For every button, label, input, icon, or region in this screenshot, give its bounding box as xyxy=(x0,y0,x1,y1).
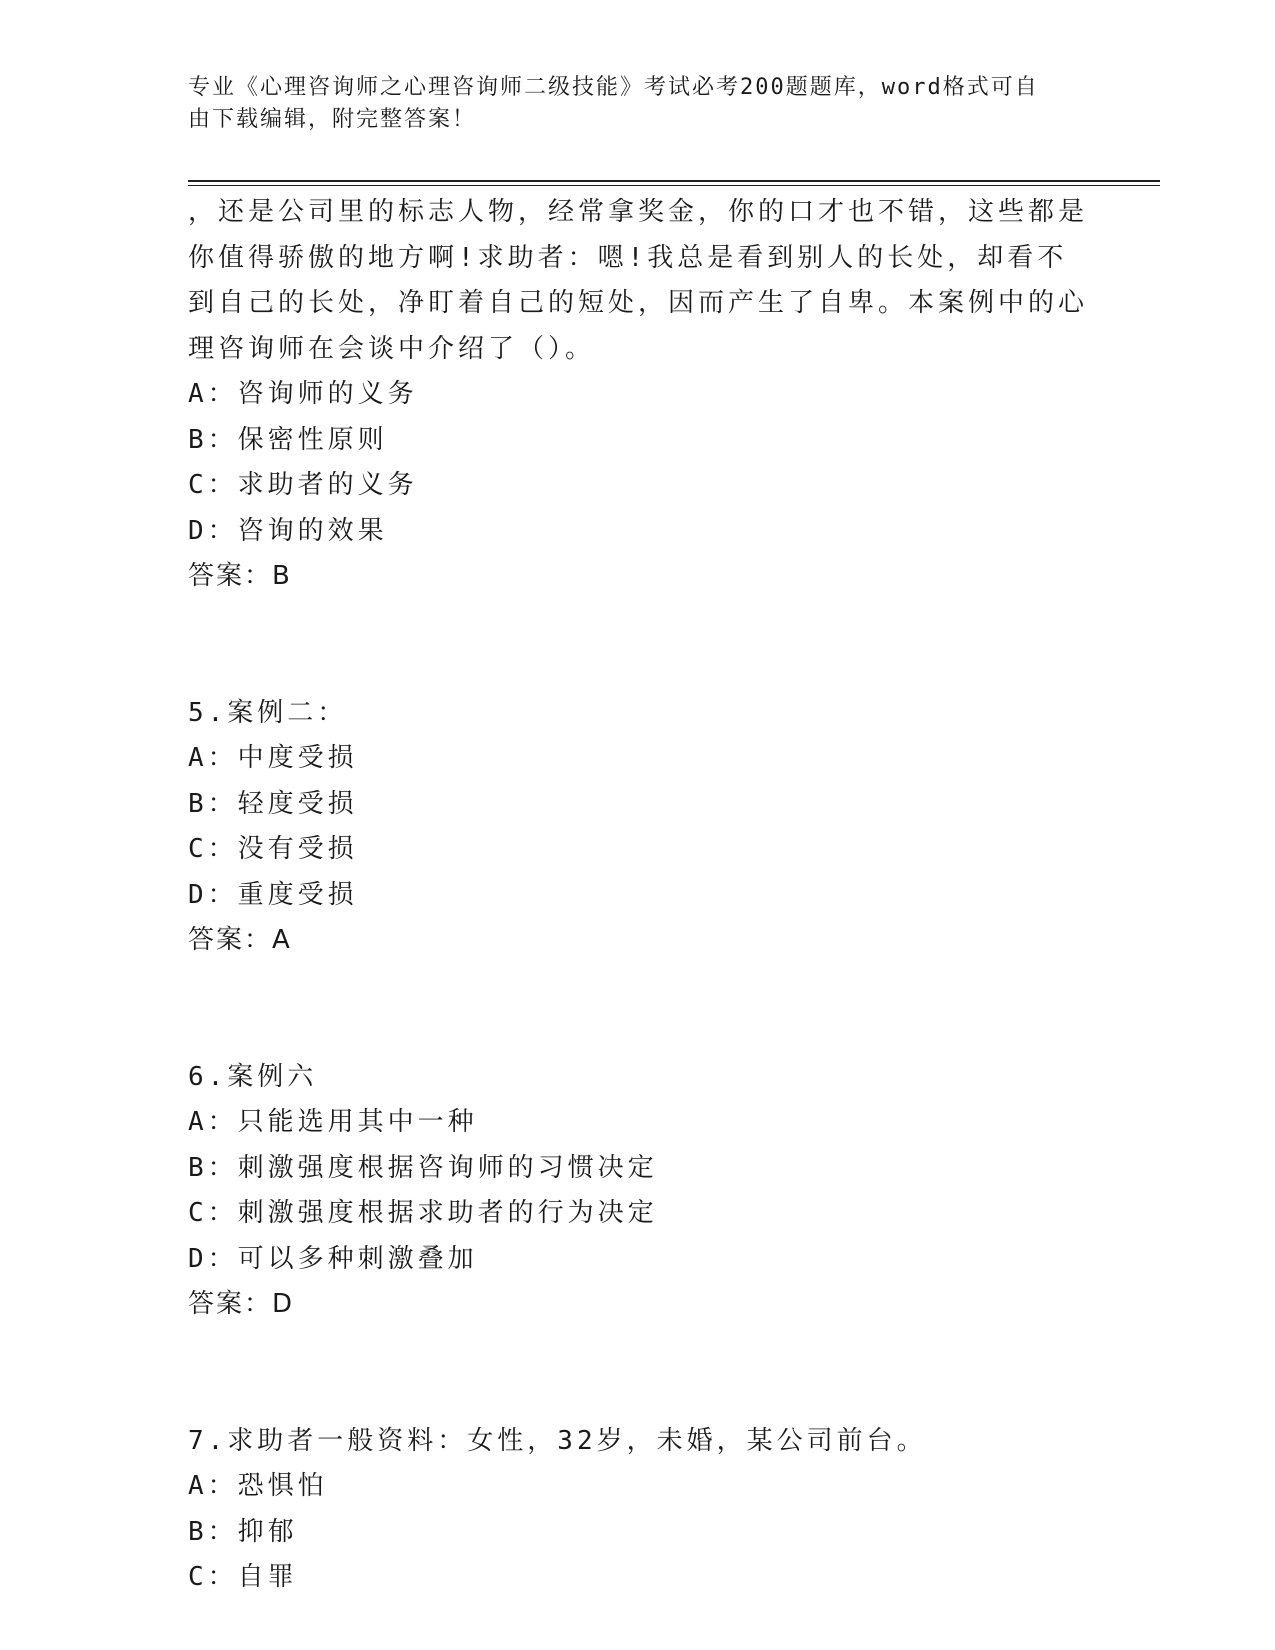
question-6-title: 6.案例六 xyxy=(188,1061,318,1092)
question-5-option-c: C：没有受损 xyxy=(188,834,358,864)
spacer xyxy=(188,600,1088,691)
question-5-option-d: D：重度受损 xyxy=(188,879,358,910)
question-5-answer: 答案：A xyxy=(188,925,292,955)
question-7 xyxy=(188,1419,1088,1601)
question-4-option-c: C：求助者的义务 xyxy=(188,470,418,500)
document-body xyxy=(188,190,1088,1601)
question-7-option-b: B：抑郁 xyxy=(188,1516,298,1547)
question-5-option-b: B：轻度受损 xyxy=(188,788,358,819)
question-6 xyxy=(188,1055,1088,1328)
question-6-option-a: A：只能选用其中一种 xyxy=(188,1107,478,1137)
question-6-option-c: C：刺激强度根据求助者的行为决定 xyxy=(188,1198,658,1228)
spacer xyxy=(188,964,1088,1055)
question-6-option-d: D：可以多种刺激叠加 xyxy=(188,1243,478,1274)
question-6-answer: 答案：D xyxy=(188,1289,295,1319)
question-5-option-a: A：中度受损 xyxy=(188,743,358,773)
document-header xyxy=(188,72,1068,136)
question-5 xyxy=(188,691,1088,964)
question-5-title: 5.案例二： xyxy=(188,697,348,728)
question-7-option-c: C：自罪 xyxy=(188,1562,298,1592)
question-4-stem: ，还是公司里的标志人物，经常拿奖金，你的口才也不错，这些都是你值得骄傲的地方啊!求助者：嗯!我总是看到别人的长处，却看不到自己的长处，净盯着自己的短处，因而产生了自卑。本案例中的心理咨询师在会谈中介绍了（）。 xyxy=(188,197,1089,364)
header-line-1: 专业《心理咨询师之心理咨询师二级技能》考试必考200题题库，word格式可自 xyxy=(188,75,1039,100)
question-7-title: 7.求助者一般资料：女性，32岁，未婚，某公司前台。 xyxy=(188,1425,927,1456)
header-rule-thick xyxy=(188,180,1160,182)
question-4 xyxy=(188,190,1088,600)
question-7-option-a: A：恐惧怕 xyxy=(188,1471,328,1501)
question-4-answer: 答案：B xyxy=(188,561,292,591)
question-4-option-b: B：保密性原则 xyxy=(188,424,388,455)
header-rule-thin xyxy=(188,185,1160,186)
question-4-option-d: D：咨询的效果 xyxy=(188,515,388,546)
header-line-2: 由下载编辑，附完整答案！ xyxy=(188,107,477,132)
spacer xyxy=(188,1328,1088,1419)
question-6-option-b: B：刺激强度根据咨询师的习惯决定 xyxy=(188,1152,658,1183)
question-4-option-a: A：咨询师的义务 xyxy=(188,379,418,409)
